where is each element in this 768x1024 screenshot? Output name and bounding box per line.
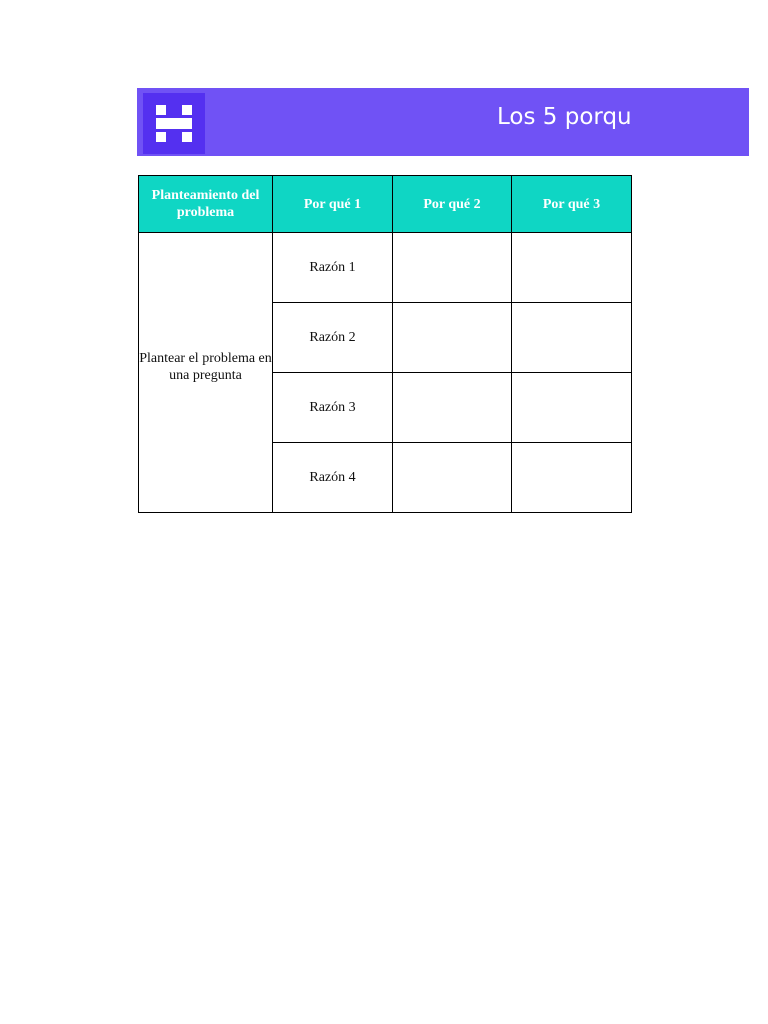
why3-cell (512, 233, 632, 303)
why1-cell: Razón 2 (273, 303, 393, 373)
why3-cell (512, 303, 632, 373)
page-title: Los 5 porqu (497, 104, 632, 130)
why1-cell: Razón 3 (273, 373, 393, 443)
why2-cell (393, 373, 512, 443)
brand-logo-icon (143, 93, 205, 154)
column-header-why-1: Por qué 1 (273, 176, 393, 233)
five-whys-table (138, 175, 632, 513)
problem-statement-cell (139, 233, 273, 513)
why2-cell (393, 443, 512, 513)
brand-logo (143, 93, 205, 154)
column-header-why-2: Por qué 2 (393, 176, 512, 233)
column-header-why-3: Por qué 3 (512, 176, 632, 233)
table-row (139, 233, 632, 303)
why3-cell (512, 373, 632, 443)
why1-cell: Razón 1 (273, 233, 393, 303)
why2-cell (393, 303, 512, 373)
why1-cell: Razón 4 (273, 443, 393, 513)
problem-statement-text: Plantear el problema en una pregunta (139, 350, 272, 383)
table-header-row (139, 176, 632, 233)
why3-cell (512, 443, 632, 513)
header-banner (137, 88, 749, 156)
column-header-problem: Planteamiento del problema (139, 176, 273, 233)
why2-cell (393, 233, 512, 303)
